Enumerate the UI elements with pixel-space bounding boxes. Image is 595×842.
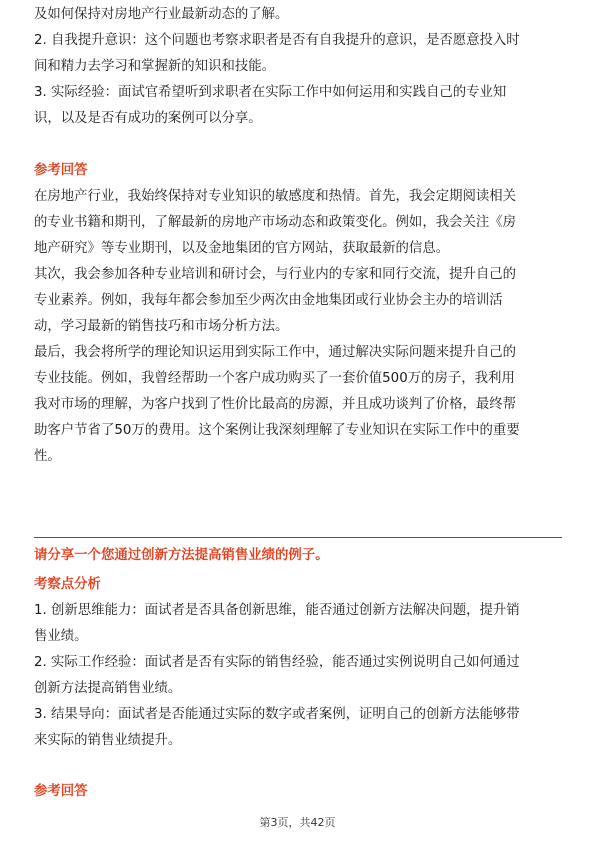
text-line: 动，学习最新的销售技巧和市场分析方法。 (34, 319, 289, 334)
section-divider (34, 537, 562, 538)
text-line: 3. 结果导向：面试者是否能通过实际的数字或者案例，证明自己的创新方法能够带 (34, 707, 520, 722)
text-line: 间和精力去学习和掌握新的知识和技能。 (34, 59, 276, 74)
text-line: 专业素养。例如，我每年都会参加至少两次由金地集团或行业协会主办的培训活 (34, 293, 503, 308)
page-footer: 第3页，共42页 (259, 816, 336, 829)
text-line: 2. 自我提升意识：这个问题也考察求职者是否有自我提升的意识，是否愿意投入时 (34, 33, 520, 48)
text-line: 其次，我会参加各种专业培训和研讨会，与行业内的专家和同行交流，提升自己的 (34, 267, 517, 282)
text-line: 我对市场的理解，为客户找到了性价比最高的房源，并且成功谈判了价格，最终帮 (34, 397, 517, 412)
text-line: 售业绩。 (34, 629, 88, 644)
answer-heading: 参考回答 (34, 163, 88, 178)
text-line: 来实际的销售业绩提升。 (34, 733, 182, 748)
analysis-heading: 考察点分析 (34, 577, 101, 592)
text-line: 2. 实际工作经验：面试者是否有实际的销售经验，能否通过实例说明自己如何通过 (34, 655, 520, 670)
text-line: 的专业书籍和期刊，了解最新的房地产市场动态和政策变化。例如，我会关注《房 (34, 215, 517, 230)
text-line: 专业技能。例如，我曾经帮助一个客户成功购买了一套价值500万的房子，我利用 (34, 371, 515, 386)
text-line: 在房地产行业，我始终保持对专业知识的敏感度和热情。首先，我会定期阅读相关 (34, 189, 517, 204)
text-line: 1. 创新思维能力：面试者是否具备创新思维，能否通过创新方法解决问题，提升销 (34, 603, 520, 618)
answer-heading-2: 参考回答 (34, 784, 88, 799)
text-line: 及如何保持对房地产行业最新动态的了解。 (34, 7, 289, 22)
text-line: 创新方法提高销售业绩。 (34, 681, 182, 696)
text-line: 性。 (34, 449, 61, 464)
text-line: 最后，我会将所学的理论知识运用到实际工作中，通过解决实际问题来提升自己的 (34, 345, 517, 360)
text-line: 识，以及是否有成功的案例可以分享。 (34, 111, 262, 126)
question-title: 请分享一个您通过创新方法提高销售业绩的例子。 (34, 548, 329, 563)
text-line: 地产研究》等专业期刊，以及金地集团的官方网站，获取最新的信息。 (34, 241, 450, 256)
text-line: 3. 实际经验：面试官希望听到求职者在实际工作中如何运用和实践自己的专业知 (34, 85, 507, 100)
answer-text (34, 184, 562, 470)
analysis-text (34, 598, 562, 754)
criteria-continued-text (34, 2, 562, 132)
text-line: 助客户节省了50万的费用。这个案例让我深刻理解了专业知识在实际工作中的重要 (34, 423, 520, 438)
